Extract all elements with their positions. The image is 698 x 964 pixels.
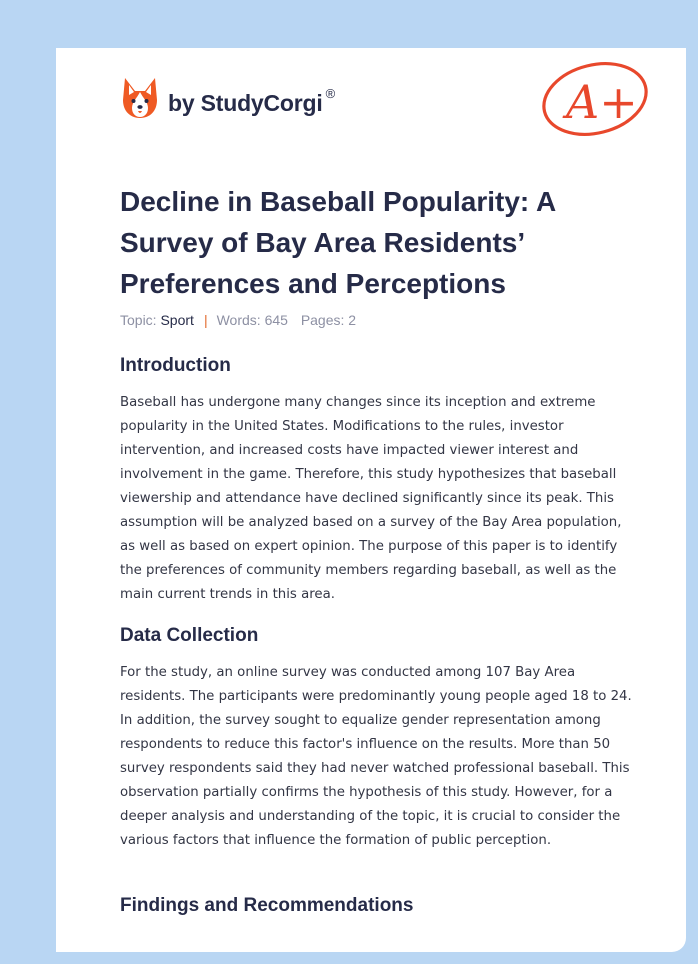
section-heading-data-collection: Data Collection xyxy=(120,625,259,646)
pages-label: Pages: xyxy=(300,312,345,328)
grade-badge xyxy=(536,58,654,146)
document-page xyxy=(56,48,686,952)
meta-separator: | xyxy=(203,312,208,328)
registered-mark: ® xyxy=(325,85,335,101)
topic-label: Topic: xyxy=(120,312,157,328)
words-value: 645 xyxy=(264,312,288,328)
studycorgi-logo[interactable] xyxy=(120,76,335,120)
section-body-data-collection: For the study, an online survey was conducted among 107 Bay Area residents. The participants were predominantly young people aged 18 to 24. In addition, the survey sought to equalize gender representation among respondents to reduce this factor's influence on the results. More than 50 survey respondents said they had never watched professional baseball. This observation partially confirms the hypothesis of this study. However, for a deeper analysis and understanding of the topic, it is crucial to consider the various factors that influence the formation of public perception. xyxy=(120,665,632,848)
words-label: Words: xyxy=(216,312,261,328)
topic-link[interactable]: Sport xyxy=(160,312,194,328)
brand-name: by StudyCorgi ® xyxy=(168,85,335,116)
section-heading-introduction: Introduction xyxy=(120,355,231,376)
grade-text: A+ xyxy=(566,75,638,129)
document-meta xyxy=(120,312,356,328)
corgi-icon xyxy=(120,76,160,120)
page-title: Decline in Baseball Popularity: A Survey of Bay Area Residents’ Preferences and Perceptions xyxy=(120,186,556,299)
a-plus-grade-icon xyxy=(536,58,654,142)
section-body-introduction: Baseball has undergone many changes since its inception and extreme popularity in the United States. Modifications to the rules, investor intervention, and increased costs have impacted viewer interest and involvement in the game. Therefore, this study hypothesizes that baseball viewership and attendance have declined significantly since its peak. This assumption will be analyzed based on a survey of the Bay Area population, as well as based on expert opinion. The purpose of this paper is to identify the preferences of community members regarding baseball, as well as the main current trends in this area. xyxy=(120,395,622,602)
pages-value: 2 xyxy=(348,312,357,328)
section-heading-findings: Findings and Recommendations xyxy=(120,895,414,916)
